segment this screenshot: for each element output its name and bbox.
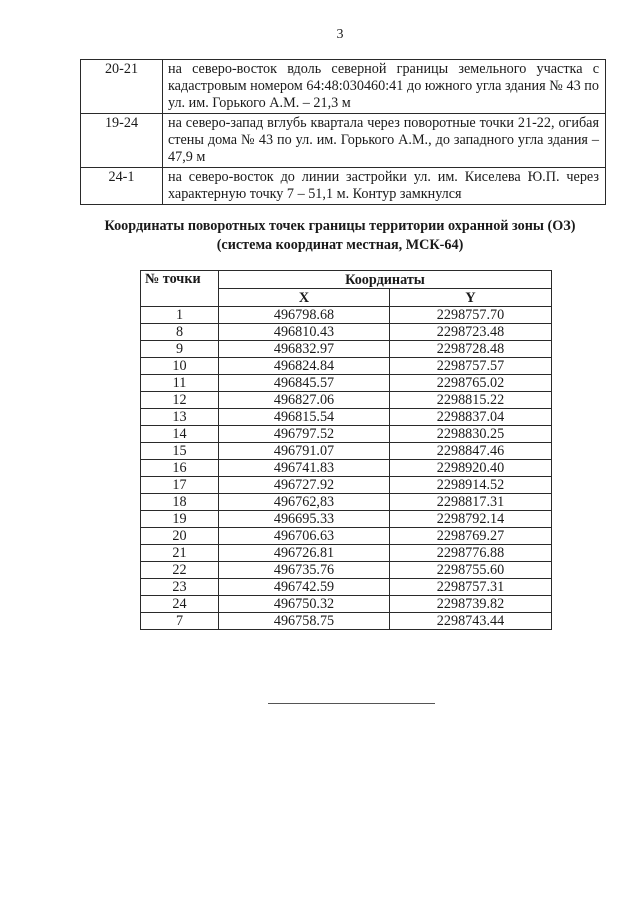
- coordinate-row: [141, 579, 552, 596]
- x-coordinate-cell: 496727.92: [219, 477, 390, 494]
- point-number-cell: 22: [141, 562, 219, 579]
- point-number-cell: 18: [141, 494, 219, 511]
- segment-row: [81, 168, 606, 205]
- segment-id: 20-21: [81, 60, 163, 114]
- point-number-cell: 10: [141, 358, 219, 375]
- y-coordinate-cell: 2298757.70: [390, 307, 552, 324]
- x-coordinate-cell: 496797.52: [219, 426, 390, 443]
- segment-id: 24-1: [81, 168, 163, 205]
- y-coordinate-cell: 2298792.14: [390, 511, 552, 528]
- y-header: Y: [390, 289, 552, 307]
- x-coordinate-cell: 496726.81: [219, 545, 390, 562]
- segment-row: [81, 60, 606, 114]
- x-coordinate-cell: 496758.75: [219, 613, 390, 630]
- x-header: X: [219, 289, 390, 307]
- coordinate-row: [141, 426, 552, 443]
- segment-description: на северо-восток вдоль северной границы земельного участка с кадастровым номером 64:48:030460:41 до южного угла здания № 43 по ул. им. Горького А.М. – 21,3 м: [163, 60, 606, 114]
- x-coordinate-cell: 496824.84: [219, 358, 390, 375]
- coordinates-body: [141, 307, 552, 630]
- x-coordinate-cell: 496810.43: [219, 324, 390, 341]
- point-number-cell: 24: [141, 596, 219, 613]
- section-heading-line2: (система координат местная, МСК-64): [216, 237, 464, 253]
- section-heading: [0, 217, 640, 255]
- point-number-cell: 15: [141, 443, 219, 460]
- y-coordinate-cell: 2298757.57: [390, 358, 552, 375]
- page-number: 3: [336, 27, 344, 42]
- coordinate-row: [141, 477, 552, 494]
- point-number-header: № точки: [141, 271, 219, 307]
- segment-row: [81, 114, 606, 168]
- y-coordinate-cell: 2298755.60: [390, 562, 552, 579]
- coordinates-header-row: [141, 271, 552, 289]
- point-number-cell: 23: [141, 579, 219, 596]
- coordinate-row: [141, 307, 552, 324]
- y-coordinate-cell: 2298847.46: [390, 443, 552, 460]
- point-number-cell: 7: [141, 613, 219, 630]
- segments-table: [80, 59, 606, 205]
- point-number-cell: 12: [141, 392, 219, 409]
- x-coordinate-cell: 496791.07: [219, 443, 390, 460]
- segment-description: на северо-запад вглубь квартала через поворотные точки 21-22, огибая стены дома № 43 по ул. им. Горького А.М., до западного угла здания – 47,9 м: [163, 114, 606, 168]
- signature-line: [268, 703, 435, 704]
- coordinates-header: Координаты: [219, 271, 552, 289]
- y-coordinate-cell: 2298723.48: [390, 324, 552, 341]
- coordinate-row: [141, 596, 552, 613]
- point-number-cell: 21: [141, 545, 219, 562]
- x-coordinate-cell: 496695.33: [219, 511, 390, 528]
- x-coordinate-cell: 496798.68: [219, 307, 390, 324]
- x-coordinate-cell: 496742.59: [219, 579, 390, 596]
- point-number-cell: 13: [141, 409, 219, 426]
- coordinate-row: [141, 341, 552, 358]
- y-coordinate-cell: 2298769.27: [390, 528, 552, 545]
- x-coordinate-cell: 496815.54: [219, 409, 390, 426]
- point-number-cell: 8: [141, 324, 219, 341]
- y-coordinate-cell: 2298920.40: [390, 460, 552, 477]
- y-coordinate-cell: 2298739.82: [390, 596, 552, 613]
- x-coordinate-cell: 496750.32: [219, 596, 390, 613]
- y-coordinate-cell: 2298815.22: [390, 392, 552, 409]
- point-number-cell: 20: [141, 528, 219, 545]
- point-number-cell: 16: [141, 460, 219, 477]
- coordinate-row: [141, 324, 552, 341]
- coordinate-row: [141, 460, 552, 477]
- point-number-cell: 11: [141, 375, 219, 392]
- coordinate-row: [141, 613, 552, 630]
- x-coordinate-cell: 496762,83: [219, 494, 390, 511]
- coordinates-table: [140, 270, 552, 630]
- coordinate-row: [141, 409, 552, 426]
- coordinate-row: [141, 545, 552, 562]
- point-number-cell: 14: [141, 426, 219, 443]
- x-coordinate-cell: 496827.06: [219, 392, 390, 409]
- segment-id: 19-24: [81, 114, 163, 168]
- y-coordinate-cell: 2298837.04: [390, 409, 552, 426]
- segment-description: на северо-восток до линии застройки ул. им. Киселева Ю.П. через характерную точку 7 – 51,1 м. Контур замкнулся: [163, 168, 606, 205]
- coordinate-row: [141, 358, 552, 375]
- point-number-cell: 9: [141, 341, 219, 358]
- x-coordinate-cell: 496706.63: [219, 528, 390, 545]
- x-coordinate-cell: 496845.57: [219, 375, 390, 392]
- y-coordinate-cell: 2298728.48: [390, 341, 552, 358]
- y-coordinate-cell: 2298776.88: [390, 545, 552, 562]
- y-coordinate-cell: 2298743.44: [390, 613, 552, 630]
- y-coordinate-cell: 2298765.02: [390, 375, 552, 392]
- coordinate-row: [141, 511, 552, 528]
- coordinate-row: [141, 562, 552, 579]
- y-coordinate-cell: 2298817.31: [390, 494, 552, 511]
- y-coordinate-cell: 2298830.25: [390, 426, 552, 443]
- coordinate-row: [141, 443, 552, 460]
- coordinate-row: [141, 494, 552, 511]
- y-coordinate-cell: 2298914.52: [390, 477, 552, 494]
- y-coordinate-cell: 2298757.31: [390, 579, 552, 596]
- point-number-cell: 19: [141, 511, 219, 528]
- point-number-cell: 17: [141, 477, 219, 494]
- coordinate-row: [141, 375, 552, 392]
- point-number-cell: 1: [141, 307, 219, 324]
- section-heading-line1: Координаты поворотных точек границы территории охранной зоны (ОЗ): [104, 218, 576, 234]
- coordinate-row: [141, 392, 552, 409]
- coordinate-row: [141, 528, 552, 545]
- x-coordinate-cell: 496735.76: [219, 562, 390, 579]
- x-coordinate-cell: 496832.97: [219, 341, 390, 358]
- x-coordinate-cell: 496741.83: [219, 460, 390, 477]
